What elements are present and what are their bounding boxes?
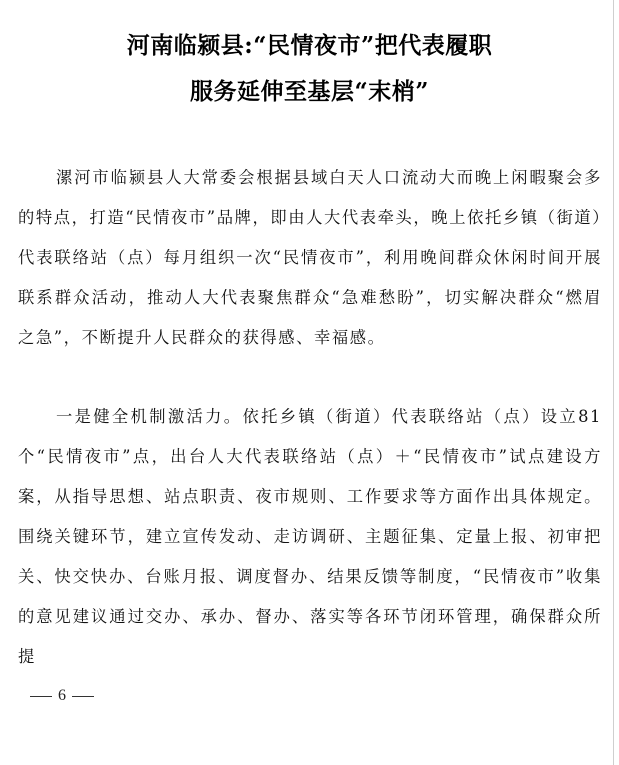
body-paragraph-2: 一是健全机制激活力。依托乡镇（街道）代表联络站（点）设立81个“民情夜市”点，出台人大代表联络站（点）＋“民情夜市”试点建设方案，从指导思想、站点职责、夜市规则、工作要求等方面作出具体规定。围绕关键环节，建立宣传发动、走访调研、主题征集、定量上报、初审把关、快交快办、台账月报、调度督办、结果反馈等制度，“民情夜市”收集的意见建议通过交办、承办、督办、落实等各环节闭环管理，确保群众所提 — [18, 407, 602, 666]
page-edge-line — [613, 0, 614, 765]
footer-dash-left — [30, 696, 52, 697]
document-title-line-1: 河南临颍县:“民情夜市”把代表履职 — [126, 32, 493, 59]
page-number: 6 — [58, 687, 66, 704]
body-paragraph-1: 漯河市临颍县人大常委会根据县域白天人口流动大而晚上闲暇聚会多的特点，打造“民情夜市”品牌，即由人大代表牵头，晚上依托乡镇（街道）代表联络站（点）每月组织一次“民情夜市”，利用晚间群众休闲时间开展联系群众活动，推动人大代表聚焦群众“急难愁盼”，切实解决群众“燃眉之急”，不断提升人民群众的获得感、幸福感。 — [18, 168, 602, 347]
footer-dash-right — [72, 696, 94, 697]
page-footer — [24, 684, 100, 708]
document-title-line-2: 服务延伸至基层“末梢” — [190, 78, 429, 105]
